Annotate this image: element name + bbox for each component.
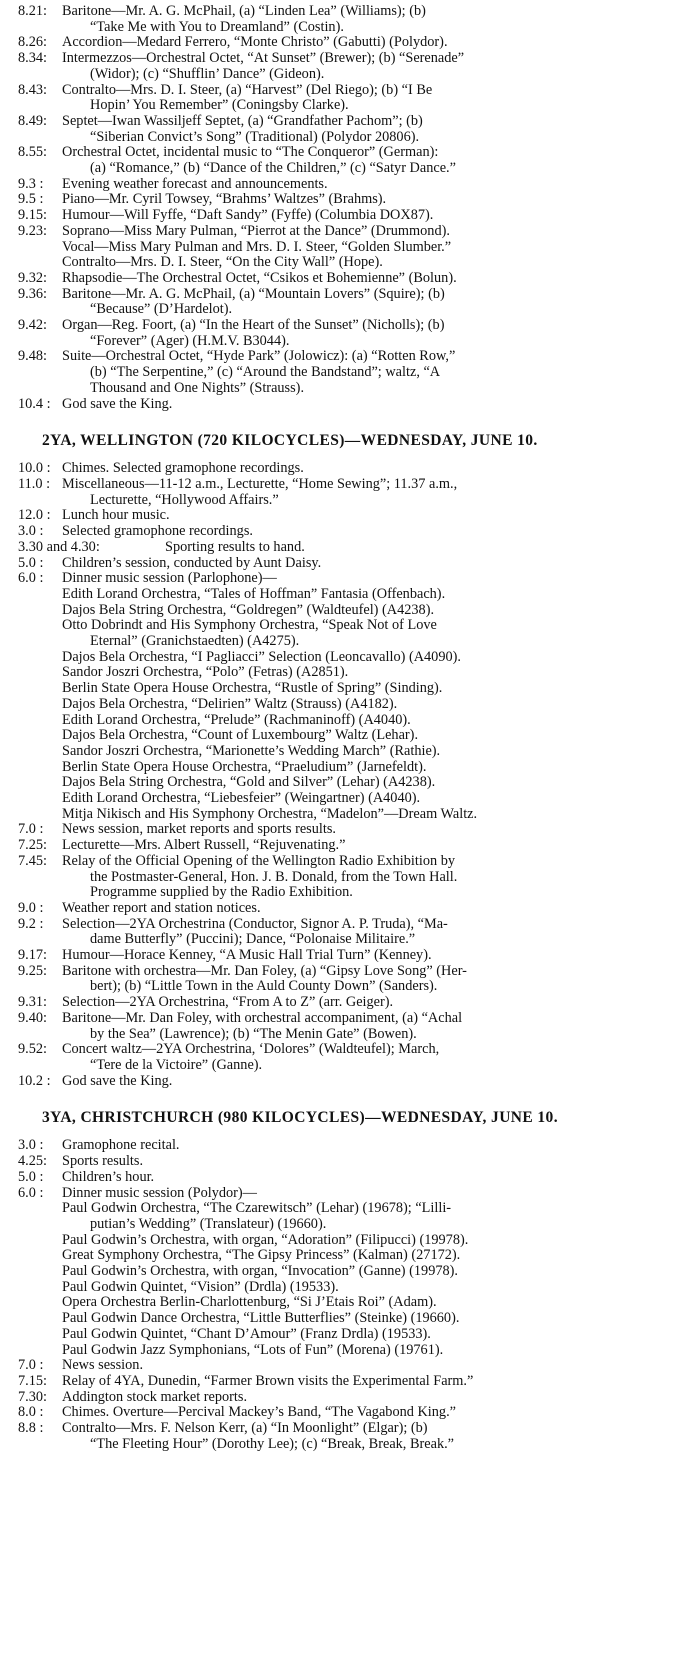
- programme-entry: [0, 1170, 700, 1186]
- entry-line: “Take Me with You to Dreamland” (Costin).: [90, 18, 344, 35]
- entry-time: 6.0 :: [18, 570, 44, 587]
- programme-entry: [0, 901, 700, 917]
- entry-line: Contralto—Mrs. F. Nelson Kerr, (a) “In Moonlight” (Elgar); (b): [62, 1420, 428, 1437]
- entry-sub-line: Edith Lorand Orchestra, “Tales of Hoffman” Fantasia (Offenbach).: [62, 585, 446, 602]
- programme-entry: [0, 4, 700, 35]
- entry-line: Baritone with orchestra—Mr. Dan Foley, (a) “Gipsy Love Song” (Her-: [62, 962, 467, 979]
- entry-time: 7.15:: [18, 1372, 47, 1389]
- entry-body: [62, 571, 700, 822]
- programme-entry: [0, 1011, 700, 1042]
- entry-time: 7.45:: [18, 852, 47, 869]
- entry-line: “Because” (D’Hardelot).: [90, 301, 233, 318]
- entry-line: “Siberian Convict’s Song” (Traditional) (Polydor 20806).: [90, 128, 420, 145]
- entry-sub-line: Opera Orchestra Berlin-Charlottenburg, “Si J’Etais Roi” (Adam).: [62, 1294, 437, 1311]
- programme-entry: [0, 224, 700, 271]
- programme-entry: [0, 51, 700, 82]
- entry-time: 9.17:: [18, 947, 47, 964]
- entry-line: Concert waltz—2YA Orchestrina, ‘Dolores” (Waldteufel); March,: [62, 1041, 440, 1058]
- programme-entry: [0, 208, 700, 224]
- entry-time: 9.25:: [18, 962, 47, 979]
- programme-entry: [0, 177, 700, 193]
- entry-line: Selected gramophone recordings.: [62, 523, 253, 540]
- entry-line: (Widor); (c) “Shufflin’ Dance” (Gideon).: [90, 65, 325, 82]
- entry-line: Dinner music session (Polydor)—: [62, 1184, 257, 1201]
- programme-entry: [0, 822, 700, 838]
- entry-body: [62, 822, 700, 838]
- entry-time: 9.15:: [18, 207, 47, 224]
- entry-time: 5.0 :: [18, 554, 44, 571]
- entry-sub-line: Edith Lorand Orchestra, “Liebesfeier” (Weingartner) (A4040).: [62, 790, 421, 807]
- entry-body: [62, 1011, 700, 1042]
- entry-line: Suite—Orchestral Octet, “Hyde Park” (Jolowicz): (a) “Rotten Row,”: [62, 348, 456, 365]
- entry-time: 9.2 :: [18, 915, 44, 932]
- programme-entry: [0, 192, 700, 208]
- entry-line: Rhapsodie—The Orchestral Octet, “Csikos et Bohemienne” (Bolun).: [62, 269, 457, 286]
- entry-line: Soprano—Miss Mary Pulman, “Pierrot at the Dance” (Drummond).: [62, 222, 450, 239]
- entry-line: Septet—Iwan Wassiljeff Septet, (a) “Grandfather Pachom”; (b): [62, 112, 423, 129]
- entry-sub-line: Contralto—Mrs. D. I. Steer, “On the City Wall” (Hope).: [62, 254, 383, 271]
- entry-time: 8.0 :: [18, 1404, 44, 1421]
- entry-body: [62, 838, 700, 854]
- entry-body: [62, 114, 700, 145]
- entry-body: [62, 1390, 700, 1406]
- entry-time: 9.42:: [18, 317, 47, 334]
- entry-line: Chimes. Overture—Percival Mackey’s Band, “The Vagabond King.”: [62, 1404, 456, 1421]
- entry-time: 6.0 :: [18, 1184, 44, 1201]
- station-heading-2ya: 2YA, WELLINGTON (720 KILOCYCLES)—WEDNESDAY, JUNE 10.: [42, 432, 538, 450]
- programme-entry: [0, 571, 700, 822]
- entry-sub-line: putian’s Wedding” (Translateur) (19660).: [90, 1215, 327, 1232]
- entry-body: [62, 1074, 700, 1090]
- entry-line: Contralto—Mrs. D. I. Steer, (a) “Harvest” (Del Riego); (b) “I Be: [62, 81, 433, 98]
- entry-line: Dinner music session (Parlophone)—: [62, 570, 277, 587]
- entry-line: “The Fleeting Hour” (Dorothy Lee); (c) “Break, Break, Break.”: [90, 1435, 455, 1452]
- programme-entry: [0, 917, 700, 948]
- section-3ya-christchurch: [0, 1138, 700, 1452]
- programme-entry: [0, 145, 700, 176]
- entry-time: 4.25:: [18, 1153, 47, 1170]
- entry-time: 9.0 :: [18, 899, 44, 916]
- entry-body: [62, 1186, 700, 1359]
- entry-sub-line: Eternal” (Granichstaedten) (A4275).: [90, 633, 300, 650]
- entry-body: [62, 854, 700, 901]
- entry-time: 9.23:: [18, 222, 47, 239]
- entry-time: 9.5 :: [18, 191, 44, 208]
- entry-line: Gramophone recital.: [62, 1137, 180, 1154]
- entry-body: [62, 1138, 700, 1154]
- programme-entry: [0, 1390, 700, 1406]
- entry-time: 8.21:: [18, 3, 47, 19]
- entry-line: God save the King.: [62, 395, 173, 412]
- entry-body: [62, 1358, 700, 1374]
- programme-entry: [0, 35, 700, 51]
- entry-time: 8.8 :: [18, 1420, 44, 1437]
- entry-sub-line: Paul Godwin’s Orchestra, with organ, “Adoration” (Filipucci) (19978).: [62, 1231, 469, 1248]
- entry-sub-line: Paul Godwin Quintet, “Chant D’Amour” (Franz Drdla) (19533).: [62, 1325, 431, 1342]
- entry-body: [62, 1170, 700, 1186]
- entry-sub-line: Berlin State Opera House Orchestra, “Praeludium” (Jarnefeldt).: [62, 758, 427, 775]
- programme-entry: [0, 854, 700, 901]
- entry-line: (a) “Romance,” (b) “Dance of the Children,” (c) “Satyr Dance.”: [90, 160, 456, 177]
- entry-line: Selection—2YA Orchestrina (Conductor, Signor A. P. Truda), “Ma-: [62, 915, 448, 932]
- entry-time: 7.0 :: [18, 1357, 44, 1374]
- entry-line: Lecturette, “Hollywood Affairs.”: [90, 491, 279, 508]
- entry-sub-line: Paul Godwin Orchestra, “The Czarewitsch” (Lehar) (19678); “Lilli-: [62, 1200, 452, 1217]
- programme-entry: [0, 995, 700, 1011]
- entry-body: [62, 287, 700, 318]
- entry-sub-line: Dajos Bela Orchestra, “Delirien” Waltz (Strauss) (A4182).: [62, 695, 398, 712]
- entry-line: Accordion—Medard Ferrero, “Monte Christo” (Gabutti) (Polydor).: [62, 34, 448, 51]
- entry-time: 8.55:: [18, 144, 47, 161]
- entry-time: 9.36:: [18, 285, 47, 302]
- entry-sub-line: Dajos Bela String Orchestra, “Goldregen” (Waldteufel) (A4238).: [62, 601, 435, 618]
- entry-time: 7.25:: [18, 837, 47, 854]
- programme-entry: [0, 271, 700, 287]
- programme-entry: [0, 349, 700, 396]
- entry-body: [165, 540, 700, 556]
- entry-time: 9.31:: [18, 994, 47, 1011]
- entry-sub-line: Paul Godwin Dance Orchestra, “Little Butterflies” (Steinke) (19660).: [62, 1310, 460, 1327]
- entry-body: [62, 508, 700, 524]
- entry-body: [62, 477, 700, 508]
- entry-sub-line: Mitja Nikisch and His Symphony Orchestra, “Madelon”—Dream Waltz.: [62, 805, 478, 822]
- entry-time: 9.48:: [18, 348, 47, 365]
- entry-time: 3.30 and 4.30:: [18, 538, 100, 555]
- entry-time: 11.0 :: [18, 475, 51, 492]
- entry-line: Chimes. Selected gramophone recordings.: [62, 460, 304, 477]
- entry-line: (b) “The Serpentine,” (c) “Around the Bandstand”; waltz, “A: [90, 364, 441, 381]
- entry-time: 9.40:: [18, 1009, 47, 1026]
- entry-line: Organ—Reg. Foort, (a) “In the Heart of the Sunset” (Nicholls); (b): [62, 317, 445, 334]
- entry-line: Programme supplied by the Radio Exhibition.: [90, 884, 353, 901]
- entry-sub-line: Edith Lorand Orchestra, “Prelude” (Rachmaninoff) (A4040).: [62, 711, 411, 728]
- programme-entry: [0, 948, 700, 964]
- entry-time: 12.0 :: [18, 507, 51, 524]
- programme-entry: [0, 318, 700, 349]
- entry-body: [62, 995, 700, 1011]
- entry-sub-line: Dajos Bela Orchestra, “I Pagliacci” Selection (Leoncavallo) (A4090).: [62, 648, 461, 665]
- entry-line: Relay of 4YA, Dunedin, “Farmer Brown visits the Experimental Farm.”: [62, 1372, 474, 1389]
- entry-line: the Postmaster-General, Hon. J. B. Donald, from the Town Hall.: [90, 868, 458, 885]
- entry-body: [62, 1154, 700, 1170]
- entry-sub-line: Otto Dobrindt and His Symphony Orchestra, “Speak Not of Love: [62, 617, 437, 634]
- programme-entry: [0, 524, 700, 540]
- entry-body: [62, 318, 700, 349]
- entry-sub-line: Paul Godwin Quintet, “Vision” (Drdla) (19533).: [62, 1278, 339, 1295]
- programme-entry: [0, 540, 700, 556]
- section-2ya-wellington: [0, 461, 700, 1089]
- entry-line: Sports results.: [62, 1153, 144, 1170]
- entry-line: Lecturette—Mrs. Albert Russell, “Rejuvenating.”: [62, 837, 346, 854]
- entry-line: Hopin’ You Remember” (Coningsby Clarke).: [90, 97, 349, 114]
- entry-time: 9.3 :: [18, 175, 44, 192]
- entry-body: [62, 35, 700, 51]
- entry-time: 5.0 :: [18, 1168, 44, 1185]
- entry-sub-line: Dajos Bela String Orchestra, “Gold and Silver” (Lehar) (A4238).: [62, 774, 436, 791]
- entry-line: Orchestral Octet, incidental music to “The Conqueror” (German):: [62, 144, 439, 161]
- entry-line: Intermezzos—Orchestral Octet, “At Sunset” (Brewer); (b) “Serenade”: [62, 50, 465, 67]
- entry-line: Weather report and station notices.: [62, 899, 261, 916]
- programme-entry: [0, 114, 700, 145]
- entry-sub-line: Sandor Joszri Orchestra, “Polo” (Fetras) (A2851).: [62, 664, 349, 681]
- entry-line: God save the King.: [62, 1072, 173, 1089]
- programme-entry: [0, 1186, 700, 1359]
- entry-line: Lunch hour music.: [62, 507, 170, 524]
- programme-entry: [0, 461, 700, 477]
- entry-sub-line: Paul Godwin’s Orchestra, with organ, “Invocation” (Ganne) (19978).: [62, 1263, 458, 1280]
- programme-page: [0, 4, 700, 1452]
- entry-time: 8.26:: [18, 34, 47, 51]
- entry-line: Humour—Horace Kenney, “A Music Hall Trial Turn” (Kenney).: [62, 947, 432, 964]
- entry-sub-line: Berlin State Opera House Orchestra, “Rustle of Spring” (Sinding).: [62, 680, 443, 697]
- entry-line: Sporting results to hand.: [165, 538, 305, 555]
- entry-body: [62, 556, 700, 572]
- entry-body: [62, 192, 700, 208]
- programme-entry: [0, 1074, 700, 1090]
- entry-body: [62, 349, 700, 396]
- programme-entry: [0, 1154, 700, 1170]
- entry-body: [62, 271, 700, 287]
- entry-body: [62, 51, 700, 82]
- entry-body: [62, 83, 700, 114]
- programme-entry: [0, 477, 700, 508]
- programme-entry: [0, 964, 700, 995]
- entry-body: [62, 917, 700, 948]
- entry-time: 8.49:: [18, 112, 47, 129]
- entry-body: [62, 964, 700, 995]
- entry-line: Thousand and One Nights” (Strauss).: [90, 379, 305, 396]
- entry-line: Humour—Will Fyffe, “Daft Sandy” (Fyffe) (Columbia DOX87).: [62, 207, 434, 224]
- entry-sub-line: Sandor Joszri Orchestra, “Marionette’s Wedding March” (Rathie).: [62, 742, 441, 759]
- entry-sub-line: Great Symphony Orchestra, “The Gipsy Princess” (Kalman) (27172).: [62, 1247, 461, 1264]
- section-1ya-continued: [0, 4, 700, 412]
- entry-time: 7.30:: [18, 1388, 47, 1405]
- entry-body: [62, 1042, 700, 1073]
- entry-time: 3.0 :: [18, 523, 44, 540]
- entry-body: [62, 1421, 700, 1452]
- entry-body: [62, 1374, 700, 1390]
- entry-body: [62, 145, 700, 176]
- entry-body: [62, 397, 700, 413]
- entry-time: 10.0 :: [18, 460, 51, 477]
- entry-line: by the Sea” (Lawrence); (b) “The Menin Gate” (Bowen).: [90, 1025, 417, 1042]
- entry-line: Evening weather forecast and announcements.: [62, 175, 328, 192]
- entry-line: Children’s session, conducted by Aunt Daisy.: [62, 554, 322, 571]
- entry-line: “Forever” (Ager) (H.M.V. B3044).: [90, 332, 290, 349]
- entry-line: Selection—2YA Orchestrina, “From A to Z” (arr. Geiger).: [62, 994, 394, 1011]
- entry-line: Baritone—Mr. A. G. McPhail, (a) “Linden Lea” (Williams); (b): [62, 3, 426, 19]
- entry-time: 10.4 :: [18, 395, 51, 412]
- entry-line: Baritone—Mr. A. G. McPhail, (a) “Mountain Lovers” (Squire); (b): [62, 285, 445, 302]
- entry-time: 9.52:: [18, 1041, 47, 1058]
- entry-body: [62, 948, 700, 964]
- programme-entry: [0, 508, 700, 524]
- entry-sub-line: Dajos Bela Orchestra, “Count of Luxembourg” Waltz (Lehar).: [62, 727, 419, 744]
- entry-body: [62, 4, 700, 35]
- entry-line: “Tere de la Victoire” (Ganne).: [90, 1057, 263, 1073]
- entry-time: 7.0 :: [18, 821, 44, 838]
- entry-line: Miscellaneous—11-12 a.m., Lecturette, “Home Sewing”; 11.37 a.m.,: [62, 475, 458, 492]
- entry-time: 8.43:: [18, 81, 47, 98]
- entry-time: 10.2 :: [18, 1072, 51, 1089]
- entry-line: Piano—Mr. Cyril Towsey, “Brahms’ Waltzes” (Brahms).: [62, 191, 387, 208]
- entry-sub-line: Vocal—Miss Mary Pulman and Mrs. D. I. Steer, “Golden Slumber.”: [62, 238, 452, 255]
- entry-body: [62, 208, 700, 224]
- programme-entry: [0, 1042, 700, 1073]
- entry-line: dame Butterfly” (Puccini); Dance, “Polonaise Militaire.”: [90, 931, 416, 948]
- entry-line: News session.: [62, 1357, 144, 1374]
- entry-time: 9.32:: [18, 269, 47, 286]
- programme-entry: [0, 1421, 700, 1452]
- programme-entry: [0, 1358, 700, 1374]
- entry-line: Baritone—Mr. Dan Foley, with orchestral accompaniment, (a) “Achal: [62, 1009, 463, 1026]
- entry-body: [62, 461, 700, 477]
- programme-entry: [0, 556, 700, 572]
- station-heading-3ya: 3YA, CHRISTCHURCH (980 KILOCYCLES)—WEDNESDAY, JUNE 10.: [42, 1109, 558, 1127]
- entry-body: [62, 901, 700, 917]
- programme-entry: [0, 838, 700, 854]
- entry-time: 8.34:: [18, 50, 47, 67]
- entry-body: [62, 224, 700, 271]
- entry-body: [62, 524, 700, 540]
- entry-line: Addington stock market reports.: [62, 1388, 248, 1405]
- entry-line: bert); (b) “Little Town in the Auld County Down” (Sanders).: [90, 978, 438, 995]
- programme-entry: [0, 397, 700, 413]
- entry-line: News session, market reports and sports results.: [62, 821, 336, 838]
- programme-entry: [0, 1138, 700, 1154]
- entry-body: [62, 1405, 700, 1421]
- entry-time: 3.0 :: [18, 1137, 44, 1154]
- entry-line: Children’s hour.: [62, 1168, 155, 1185]
- entry-sub-line: Paul Godwin Jazz Symphonians, “Lots of Fun” (Morena) (19761).: [62, 1341, 444, 1358]
- programme-entry: [0, 1374, 700, 1390]
- entry-line: Relay of the Official Opening of the Wellington Radio Exhibition by: [62, 852, 456, 869]
- programme-entry: [0, 287, 700, 318]
- entry-body: [62, 177, 700, 193]
- programme-entry: [0, 83, 700, 114]
- programme-entry: [0, 1405, 700, 1421]
